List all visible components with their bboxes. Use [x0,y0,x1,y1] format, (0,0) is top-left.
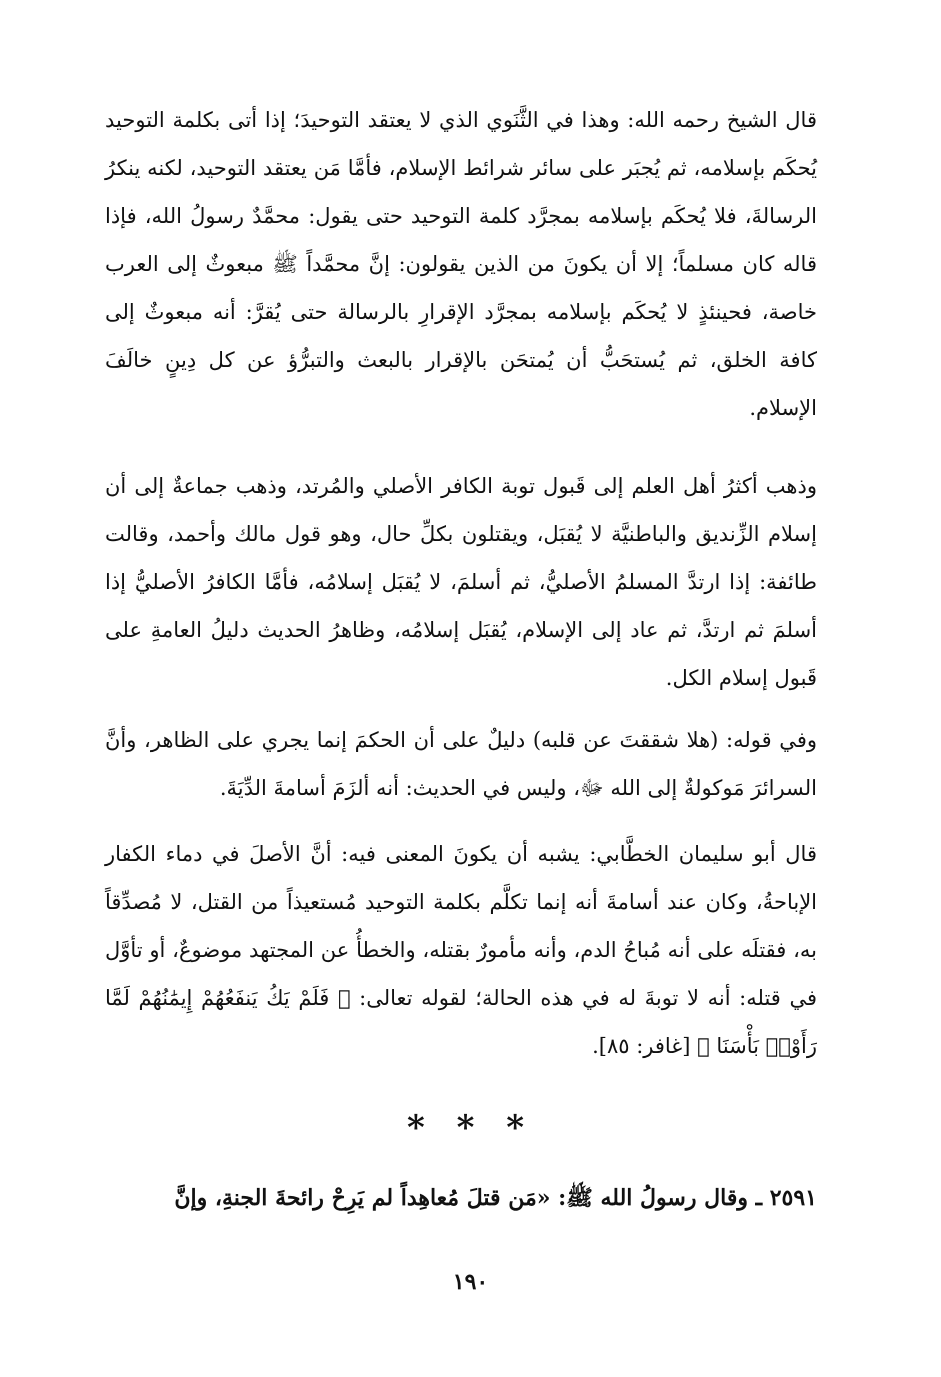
paragraph-text: وذهب أكثرُ أهل العلم إلى قَبول توبة الكافر الأصلي والمُرتد، وذهب جماعةٌ إلى أن إسلام الزِّنديق والباطنيَّة لا يُقبَل، ويقتلون بكلِّ حال، وهو قول مالك وأحمد، وقالت طائفة: إذا ارتدَّ المسلمُ الأصليُّ، ثم أسلمَ، لا يُقبَل إسلامُه، فأمَّا الكافرُ الأصليُّ إذا أسلمَ ثم ارتدَّ، ثم عاد إلى الإسلام، يُقبَل إسلامُه، وظاهرُ الحديث دليلُ العامةِ على قَبول إسلام الكل. [105,474,817,690]
paragraph-scholars-opinion [105,462,817,702]
page-number: ١٩٠ [452,1269,489,1295]
hadith-heading: ٢٥٩١ ـ وقال رسولُ الله ﷺ: «مَن قتلَ مُعاهِداً لم يَرِحْ رائحةَ الجنةِ، وإنَّ [174,1185,817,1211]
paragraph-text: قال أبو سليمان الخطَّابي: يشبه أن يكونَ المعنى فيه: أنَّ الأصلَ في دماء الكفار الإباحةُ، وكان عند أسامةَ أنه إنما تكلَّم بكلمة التوحيد مُستعيذاً من القتل، لا مُصدِّقاً به، فقتلَه على أنه مُباحُ الدم، وأنه مأمورٌ بقتله، والخطأُ عن المجتهد موضوعٌ، أو تأوَّل في قتله: أنه لا توبةَ له في هذه الحالة؛ لقوله تعالى: ﴿ فَلَمْ يَكُ يَنفَعُهُمْ إِيمَٰنُهُمْ لَمَّا رَأَوْا۟ بَأْسَنَا ﴾ [غافر: ٨٥]. [105,842,817,1058]
paragraph-text: قال الشيخ رحمه الله: وهذا في الثَّنَوي الذي لا يعتقد التوحيدَ؛ إذا أتى بكلمة التوحيد يُحكَم بإسلامه، ثم يُجبَر على سائر شرائط الإسلام، فأمَّا مَن يعتقد التوحيد، لكنه ينكرُ الرسالةَ، فلا يُحكَم بإسلامه بمجرَّد كلمة التوحيد حتى يقول: محمَّدٌ رسولُ الله، فإذا قاله كان مسلماً؛ إلا أن يكونَ من الذين يقولون: إنَّ محمَّداً ﷺ مبعوثٌ إلى العرب خاصة، فحينئذٍ لا يُحكَم بإسلامه بمجرَّد الإقرارِ بالرسالة حتى يُقرَّ: أنه مبعوثٌ إلى كافة الخلق، ثم يُستحَبُّ أن يُمتحَن بالإقرار بالبعث والتبرُّؤ عن كل دِينٍ خالَفَ الإسلام. [105,108,817,420]
paragraph-hadith-ruling [105,716,817,812]
section-separator: * * * [406,1108,534,1148]
paragraph-shaykh-commentary [105,96,817,432]
paragraph-khattabi-quote [105,830,817,1070]
paragraph-text: وفي قوله: (هلا شققتَ عن قلبه) دليلٌ على أن الحكمَ إنما يجري على الظاهر، وأنَّ السرائرَ مَوكولةٌ إلى الله ﷻ، وليس في الحديث: أنه ألزَمَ أسامةَ الدِّيَةَ. [105,728,817,800]
